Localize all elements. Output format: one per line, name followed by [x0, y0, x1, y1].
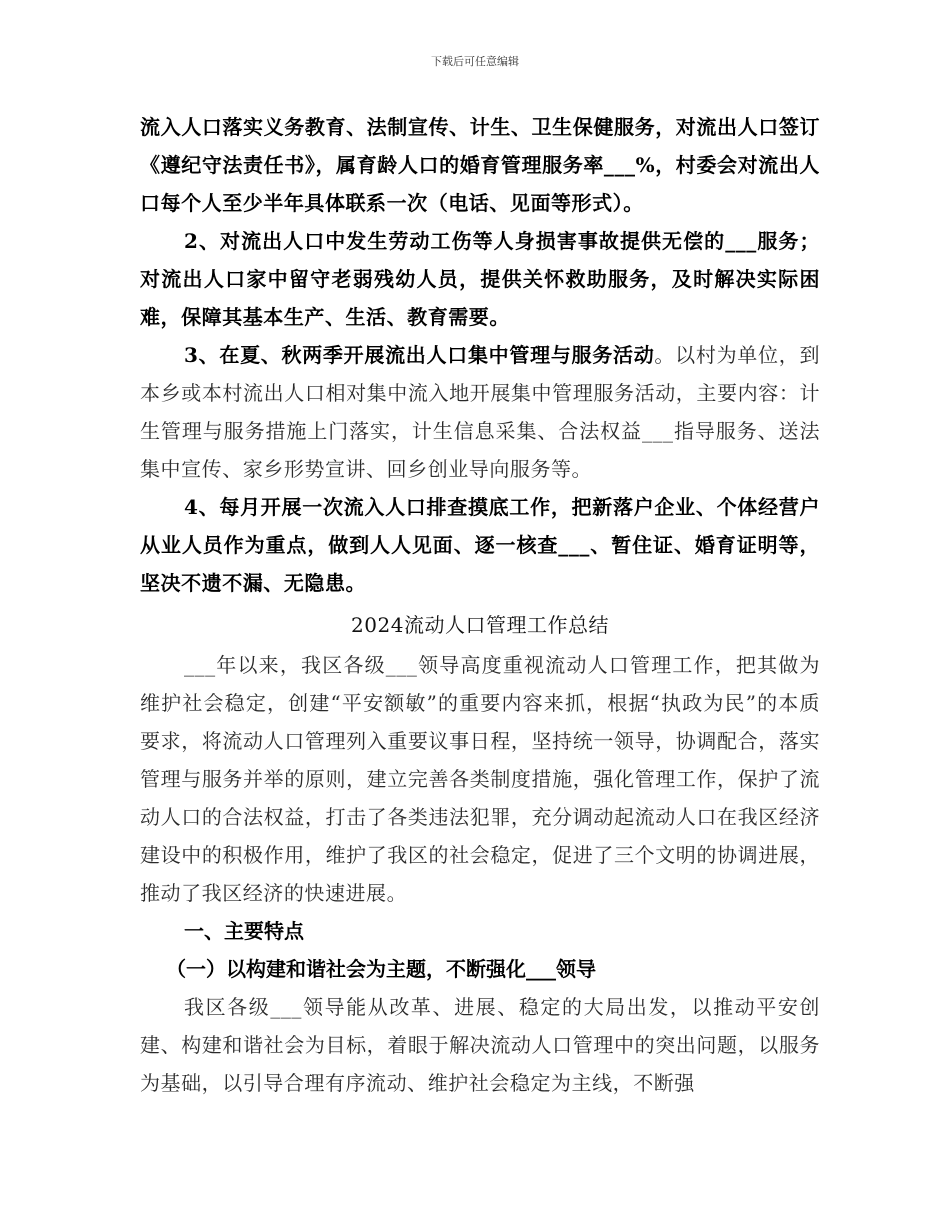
paragraph-item-2: 2、对流出人口中发生劳动工伤等人身损害事故提供无偿的___服务；对流出人口家中留守老弱残幼人员，提供关怀救助服务，及时解决实际困难，保障其基本生产、生活、教育需要。: [140, 229, 820, 329]
paragraph-leadership: 我区各级___领导能从改革、进展、稳定的大局出发，以推动平安创建、构建和谐社会为目标，着眼于解决流动人口管理中的突出问题，以服务为基础，以引导合理有序流动、维护社会稳定为主线，不断强: [140, 995, 820, 1095]
paragraph-intro: ___年以来，我区各级___领导高度重视流动人口管理工作，把其做为维护社会稳定，创建“平安额敏”的重要内容来抓，根据“执政为民”的本质要求，将流动人口管理列入重要议事日程，坚持统一领导，协调配合，落实管理与服务并举的原则，建立完善各类制度措施，强化管理工作，保护了流动人口的合法权益，打击了各类违法犯罪，充分调动起流动人口在我区经济建设中的积极作用，维护了我区的社会稳定，促进了三个文明的协调进展，推动了我区经济的快速进展。: [140, 653, 820, 905]
page-header-note: 下载后可任意编辑: [431, 55, 519, 68]
paragraph-inflow-services: 流入人口落实义务教育、法制宣传、计生、卫生保健服务，对流出人口签订《遵纪守法责任书》，属育龄人口的婚育管理服务率___%，村委会对流出人口每个人至少半年具体联系一次（电话、见面等形式）。: [140, 115, 820, 215]
section-heading-main-features: 一、主要特点: [184, 919, 304, 943]
paragraph-item-3-lead: 3、在夏、秋两季开展流出人口集中管理与服务活动: [184, 343, 655, 367]
document-title: 2024流动人口管理工作总结: [351, 613, 609, 637]
subheading-harmonious-society: （一）以构建和谐社会为主题，不断强化___领导: [166, 957, 596, 981]
paragraph-item-3: [140, 336, 820, 488]
paragraph-item-4: 4、每月开展一次流入人口排查摸底工作，把新落户企业、个体经营户从业人员作为重点，做到人人见面、逐一核查___、暂住证、婚育证明等，坚决不遗不漏、无隐患。: [140, 495, 820, 595]
document-body: [140, 108, 820, 1102]
paragraph-item-3-body: 。以村为单位，到本乡或本村流出人口相对集中流入地开展集中管理服务活动，主要内容：计生管理与服务措施上门落实，计生信息采集、合法权益___指导服务、送法集中宣传、家乡形势宣讲、回乡创业导向服务等。: [140, 343, 820, 481]
